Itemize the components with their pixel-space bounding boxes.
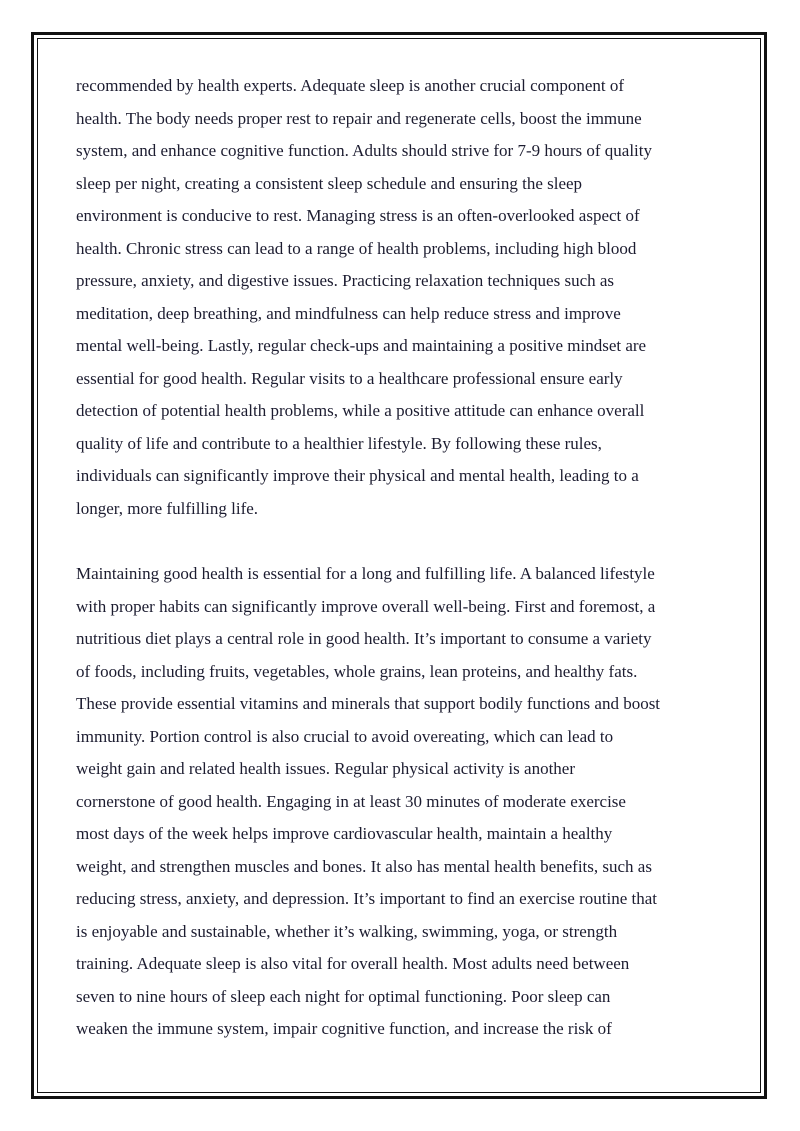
text-line: system, and enhance cognitive function. Adults should strive for 7-9 hours of quality <box>76 141 653 160</box>
paragraph-good-health <box>76 558 736 1046</box>
text-line: essential for good health. Regular visits to a healthcare professional ensure early <box>76 368 623 388</box>
text-line: These provide essential vitamins and minerals that support bodily functions and boost <box>76 694 661 713</box>
text-line: with proper habits can significantly improve overall well-being. First and foremost, a <box>76 596 656 616</box>
text-line: nutritious diet plays a central role in good health. It’s important to consume a variety <box>76 629 652 648</box>
text-line: recommended by health experts. Adequate sleep is another crucial component of <box>76 76 625 95</box>
paragraph-spacer <box>76 525 736 558</box>
text-line: of foods, including fruits, vegetables, whole grains, lean proteins, and healthy fats. <box>76 661 638 681</box>
text-line: health. Chronic stress can lead to a range of health problems, including high blood <box>76 238 637 258</box>
text-line: most days of the week helps improve cardiovascular health, maintain a healthy <box>76 824 613 843</box>
text-line: Maintaining good health is essential for a long and fulfilling life. A balanced lifestyle <box>76 564 655 583</box>
text-line: weight, and strengthen muscles and bones. It also has mental health benefits, such as <box>76 856 652 876</box>
text-line: longer, more fulfilling life. <box>76 498 259 518</box>
text-line: reducing stress, anxiety, and depression. It’s important to find an exercise routine that <box>76 889 657 908</box>
document-body <box>76 70 736 1046</box>
text-line: immunity. Portion control is also crucial to avoid overeating, which can lead to <box>76 726 614 746</box>
text-line: environment is conducive to rest. Managing stress is an often-overlooked aspect of <box>76 206 640 225</box>
text-line: health. The body needs proper rest to repair and regenerate cells, boost the immune <box>76 108 642 128</box>
text-line: is enjoyable and sustainable, whether it’s walking, swimming, yoga, or strength <box>76 921 618 941</box>
text-line: mental well-being. Lastly, regular check-ups and maintaining a positive mindset are <box>76 336 647 355</box>
text-line: weight gain and related health issues. Regular physical activity is another <box>76 759 575 778</box>
text-line: detection of potential health problems, while a positive attitude can enhance overall <box>76 401 645 420</box>
text-line: quality of life and contribute to a healthier lifestyle. By following these rules, <box>76 433 602 453</box>
paragraph-sleep-stress <box>76 70 736 525</box>
text-line: cornerstone of good health. Engaging in at least 30 minutes of moderate exercise <box>76 791 626 811</box>
text-line: seven to nine hours of sleep each night for optimal functioning. Poor sleep can <box>76 986 611 1006</box>
text-line: pressure, anxiety, and digestive issues. Practicing relaxation techniques such as <box>76 271 615 290</box>
text-line: individuals can significantly improve their physical and mental health, leading to a <box>76 466 639 485</box>
text-line: weaken the immune system, impair cognitive function, and increase the risk of <box>76 1019 612 1038</box>
text-line: sleep per night, creating a consistent sleep schedule and ensuring the sleep <box>76 173 583 193</box>
text-line: training. Adequate sleep is also vital for overall health. Most adults need between <box>76 954 630 973</box>
text-line: meditation, deep breathing, and mindfulness can help reduce stress and improve <box>76 303 621 323</box>
